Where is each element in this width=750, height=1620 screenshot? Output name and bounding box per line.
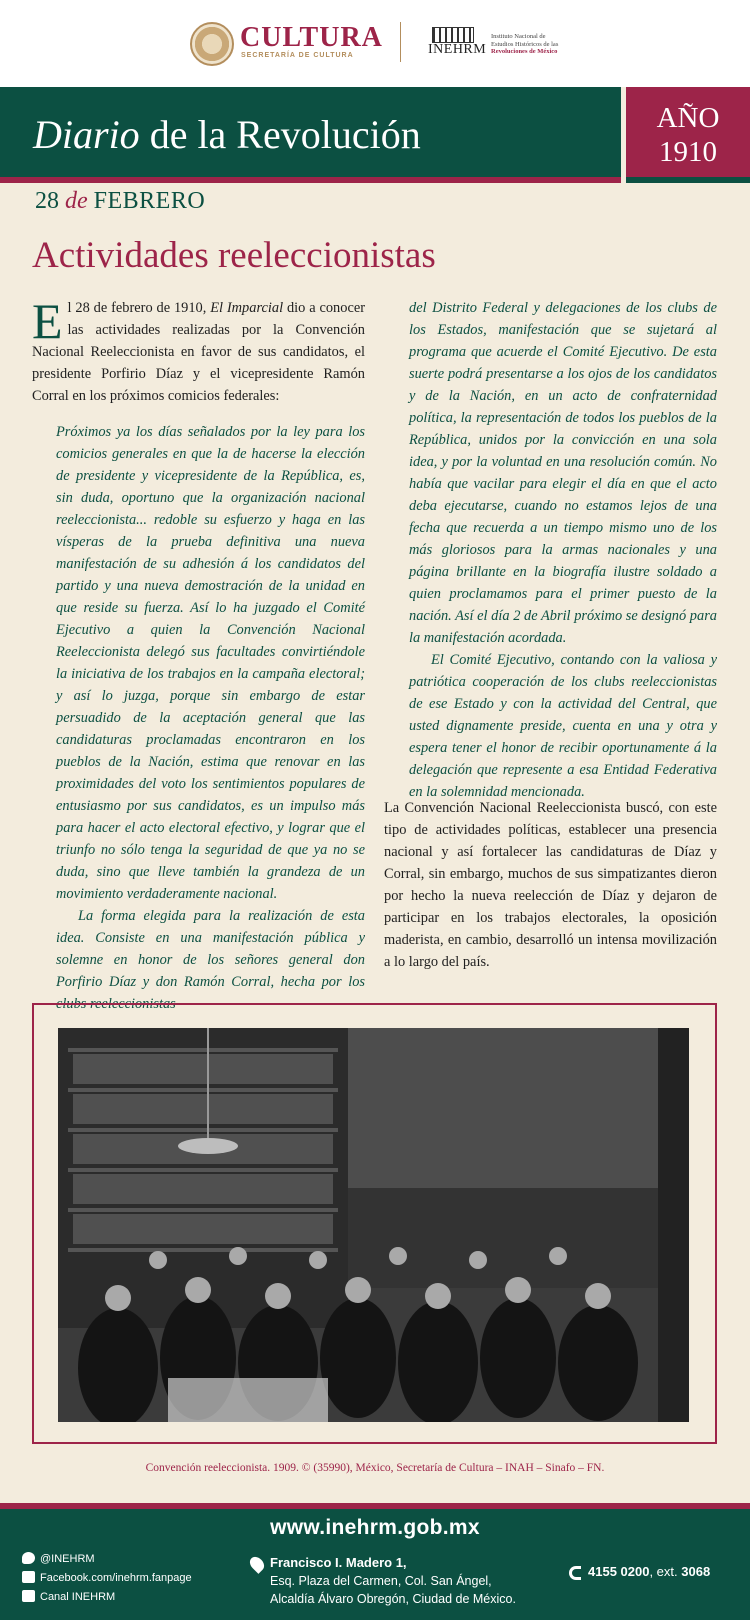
article-date: 28 de FEBRERO [35,188,206,214]
title-banner-stripe [0,177,621,183]
quote-block-right [409,297,717,803]
page-title: Diario de la Revolución [33,112,421,157]
quote-paragraph: El Comité Ejecutivo, contando con la valiosa y patriótica cooperación de los clubs reeleccionistas de ese Estado y con la actividad del Central, que usted dignamente preside, cuenta en una y otra y espera tener el honor de recibir oportunamente á la delegación que represente a esa Entidad Federativa en la solemnidad mencionada. [409,652,717,800]
phone-number[interactable]: 4155 0200, ext. 3068 [588,1564,711,1579]
youtube-link[interactable]: Canal INEHRM [22,1590,115,1603]
photo-illustration [58,1028,689,1422]
photo-caption: Convención reeleccionista. 1909. © (35990), México, Secretaría de Cultura – INAH – Sinafo – FN. [145,1462,605,1474]
website-link[interactable]: www.inehrm.gob.mx [270,1516,480,1539]
inehrm-logo-text: INEHRM [428,42,487,57]
historical-photo [58,1028,689,1422]
logo-divider [400,22,401,62]
year-box-stripe [626,177,750,183]
twitter-link[interactable]: @INEHRM [22,1552,95,1565]
quote-paragraph: La forma elegida para la realización de esta idea. Consiste en una manifestación pública y solemne en honor de los señores general don Porfirio Díaz y don Ramón Corral, hecha por los clubs reeleccionistas [56,908,365,1012]
facebook-link[interactable]: Facebook.com/inehrm.fanpage [22,1571,192,1584]
article-heading: Actividades reeleccionistas [32,235,436,276]
seal-icon [190,22,234,66]
quote-block-left [56,421,365,1015]
cultura-subtitle: SECRETARÍA DE CULTURA [241,52,354,59]
phone-icon [569,1566,581,1580]
address: Francisco I. Madero 1, Esq. Plaza del Carmen, Col. San Ángel, Alcaldía Álvaro Obregón, Ciudad de México. [270,1555,516,1606]
inehrm-fullname: Instituto Nacional de Estudios Históricos de las Revoluciones de México [491,33,559,55]
youtube-icon [22,1590,35,1602]
cultura-logo-text: CULTURA [240,22,383,53]
quote-paragraph: Próximos ya los días señalados por la ley para los comicios generales en que la de hacerse la elección de presidente y vicepresidente de la República, es, sin duda, oportuno que la organización nacional reeleccionista... redoble su esfuerzo y haga en las vísperas de la prueba definitiva una nueva manifestación de su adhesión á los candidatos del partido y una nueva demostración de la unidad en que reside su fuerza. Así lo ha juzgado el Comité Ejecutivo a quien la Convención Nacional Reeleccionista delegó sus facultades convirtiéndole la iniciativa de los trabajos en la campaña electoral; y así lo juzga, porque sin embargo de estar persuadido de la aceptación general que las candidaturas proclamadas encontraron en los pueblos de la Nación, estima que renovar en las proximidades del voto los sentimientos populares de entusiasmo por sus candidatos, es un impulso más para hacer el acto electoral efectivo, y lograr que el triunfo no sólo tenga la seguridad de que ya no se duda, sino que lleve también la grandeza de un movimiento verdaderamente nacional. [56,424,365,902]
article-intro: El 28 de febrero de 1910, El Imparcial dio a conocer las actividades realizadas por la Convención Nacional Reeleccionista en favor de sus candidatos, el presidente Porfirio Díaz y el vicepresidente Ramón Corral en los próximos comicios federales: [32,293,366,404]
year-label: AÑO [656,102,720,134]
twitter-icon [22,1552,35,1564]
quote-paragraph: del Distrito Federal y delegaciones de los clubs de los Estados, manifestación que se sujetará al programa que acuerde el Comité Ejecutivo. De esta suerte podrá presentarse a los ojos de los candidatos y de la Nación, en un acto de confraternidad política, la representación de todos los pueblos de la República, unidos por la convicción en una sola idea, y por la voluntad en una resolución común. No había que vacilar para elegir el día en que el acto deba ejecutarse, cuando no estamos lejos de una fecha que recuerda a un tiempo mismo uno de los más gloriosos para la armas nacionales y una página brillante en la biografía ilustre soldado a quien proclamamos para el primer puesto de la nación. Así el día 2 de Abril próximo se designó para la manifestación acordada. [409,300,717,646]
drop-cap: E [32,293,63,349]
year-value: 1910 [659,136,717,168]
article-closing: La Convención Nacional Reeleccionista buscó, con este tipo de actividades políticas, establecer una presencia nacional y así fortalecer las candidaturas de Díaz y Corral, sin embargo, muchos de sus simpatizantes dieron por hecho la nueva reelección de Díaz y dejaron de participar en los trabajos electorales, la oposición maderista, en cambio, desarrolló un intensa movilización a lo largo del país. [384,800,717,970]
inehrm-building-icon [432,27,474,43]
facebook-icon [22,1571,35,1583]
source-name: El Imparcial [210,300,284,316]
